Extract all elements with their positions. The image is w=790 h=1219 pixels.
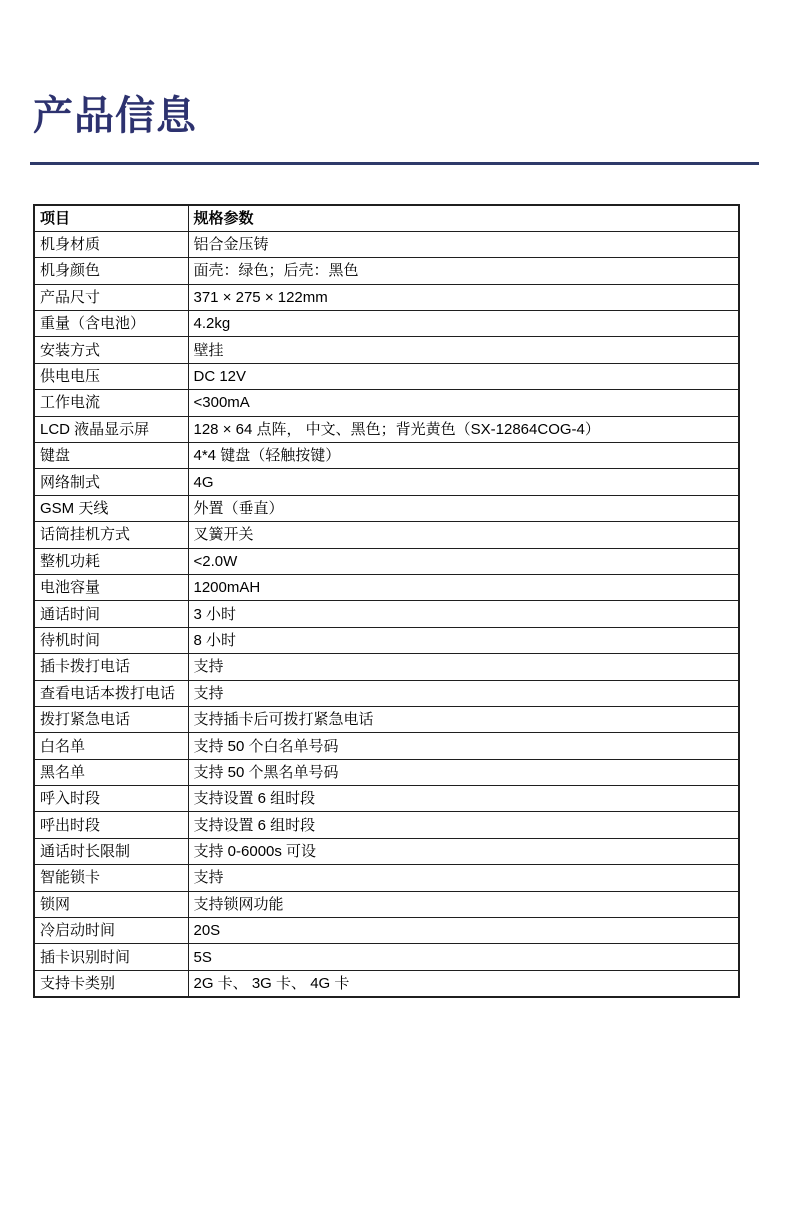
spec-value-cell: 支持	[188, 865, 739, 891]
table-row	[34, 838, 739, 864]
spec-item-cell: 白名单	[34, 733, 188, 759]
spec-value-cell: 支持	[188, 680, 739, 706]
spec-item-cell: 整机功耗	[34, 548, 188, 574]
header-row	[34, 205, 739, 231]
spec-item-cell: 通话时长限制	[34, 838, 188, 864]
spec-value-cell: 20S	[188, 918, 739, 944]
table-row	[34, 390, 739, 416]
table-row	[34, 258, 739, 284]
table-row	[34, 522, 739, 548]
spec-item-cell: 智能锁卡	[34, 865, 188, 891]
spec-value-cell: 2G 卡、 3G 卡、 4G 卡	[188, 970, 739, 996]
spec-value-cell: <2.0W	[188, 548, 739, 574]
spec-value-cell: 支持	[188, 654, 739, 680]
spec-value-cell: 支持 0-6000s 可设	[188, 838, 739, 864]
table-row	[34, 706, 739, 732]
spec-item-cell: 待机时间	[34, 627, 188, 653]
table-row	[34, 733, 739, 759]
spec-value-cell: 4.2kg	[188, 311, 739, 337]
spec-item-cell: GSM 天线	[34, 495, 188, 521]
table-row	[34, 363, 739, 389]
document-page	[0, 92, 790, 1219]
table-row	[34, 548, 739, 574]
spec-value-cell: 4G	[188, 469, 739, 495]
spec-table	[33, 204, 740, 998]
spec-item-cell: 安装方式	[34, 337, 188, 363]
table-row	[34, 654, 739, 680]
header-cell-item: 项目	[34, 205, 188, 231]
spec-item-cell: 冷启动时间	[34, 918, 188, 944]
table-row	[34, 970, 739, 996]
table-row	[34, 918, 739, 944]
spec-table-head	[34, 205, 739, 231]
spec-value-cell: 支持 50 个白名单号码	[188, 733, 739, 759]
spec-item-cell: 通话时间	[34, 601, 188, 627]
spec-value-cell: DC 12V	[188, 363, 739, 389]
table-row	[34, 443, 739, 469]
table-row	[34, 337, 739, 363]
spec-value-cell: 1200mAH	[188, 574, 739, 600]
spec-value-cell: 5S	[188, 944, 739, 970]
spec-item-cell: 黑名单	[34, 759, 188, 785]
spec-item-cell: 机身颜色	[34, 258, 188, 284]
spec-value-cell: 叉簧开关	[188, 522, 739, 548]
table-row	[34, 416, 739, 442]
spec-value-cell: 3 小时	[188, 601, 739, 627]
spec-item-cell: 拨打紧急电话	[34, 706, 188, 732]
spec-value-cell: 壁挂	[188, 337, 739, 363]
table-row	[34, 759, 739, 785]
table-row	[34, 469, 739, 495]
spec-table-body	[34, 231, 739, 996]
spec-item-cell: 话筒挂机方式	[34, 522, 188, 548]
table-row	[34, 231, 739, 257]
table-row	[34, 680, 739, 706]
spec-value-cell: <300mA	[188, 390, 739, 416]
spec-item-cell: 插卡拨打电话	[34, 654, 188, 680]
spec-item-cell: 呼出时段	[34, 812, 188, 838]
page-title: 产品信息	[33, 94, 197, 138]
title-divider	[30, 162, 759, 165]
spec-item-cell: 产品尺寸	[34, 284, 188, 310]
spec-value-cell: 8 小时	[188, 627, 739, 653]
table-row	[34, 311, 739, 337]
spec-item-cell: 网络制式	[34, 469, 188, 495]
spec-value-cell: 外置（垂直）	[188, 495, 739, 521]
spec-value-cell: 支持设置 6 组时段	[188, 786, 739, 812]
table-row	[34, 865, 739, 891]
spec-value-cell: 128 × 64 点阵， 中文、黑色；背光黄色（SX-12864COG-4）	[188, 416, 739, 442]
table-row	[34, 786, 739, 812]
spec-value-cell: 铝合金压铸	[188, 231, 739, 257]
spec-value-cell: 支持插卡后可拨打紧急电话	[188, 706, 739, 732]
header-cell-spec: 规格参数	[188, 205, 739, 231]
spec-item-cell: 电池容量	[34, 574, 188, 600]
table-row	[34, 627, 739, 653]
spec-item-cell: 锁网	[34, 891, 188, 917]
spec-item-cell: 插卡识别时间	[34, 944, 188, 970]
spec-item-cell: 呼入时段	[34, 786, 188, 812]
spec-value-cell: 支持锁网功能	[188, 891, 739, 917]
spec-item-cell: 机身材质	[34, 231, 188, 257]
spec-item-cell: 供电电压	[34, 363, 188, 389]
table-row	[34, 284, 739, 310]
spec-item-cell: 工作电流	[34, 390, 188, 416]
table-row	[34, 601, 739, 627]
spec-item-cell: 支持卡类别	[34, 970, 188, 996]
spec-value-cell: 支持设置 6 组时段	[188, 812, 739, 838]
spec-value-cell: 面壳：绿色；后壳：黑色	[188, 258, 739, 284]
spec-item-cell: 重量（含电池）	[34, 311, 188, 337]
table-row	[34, 891, 739, 917]
spec-item-cell: LCD 液晶显示屏	[34, 416, 188, 442]
spec-value-cell: 4*4 键盘（轻触按键）	[188, 443, 739, 469]
table-row	[34, 574, 739, 600]
table-row	[34, 495, 739, 521]
table-row	[34, 812, 739, 838]
spec-item-cell: 键盘	[34, 443, 188, 469]
table-row	[34, 944, 739, 970]
spec-value-cell: 支持 50 个黑名单号码	[188, 759, 739, 785]
spec-value-cell: 371 × 275 × 122mm	[188, 284, 739, 310]
spec-item-cell: 查看电话本拨打电话	[34, 680, 188, 706]
